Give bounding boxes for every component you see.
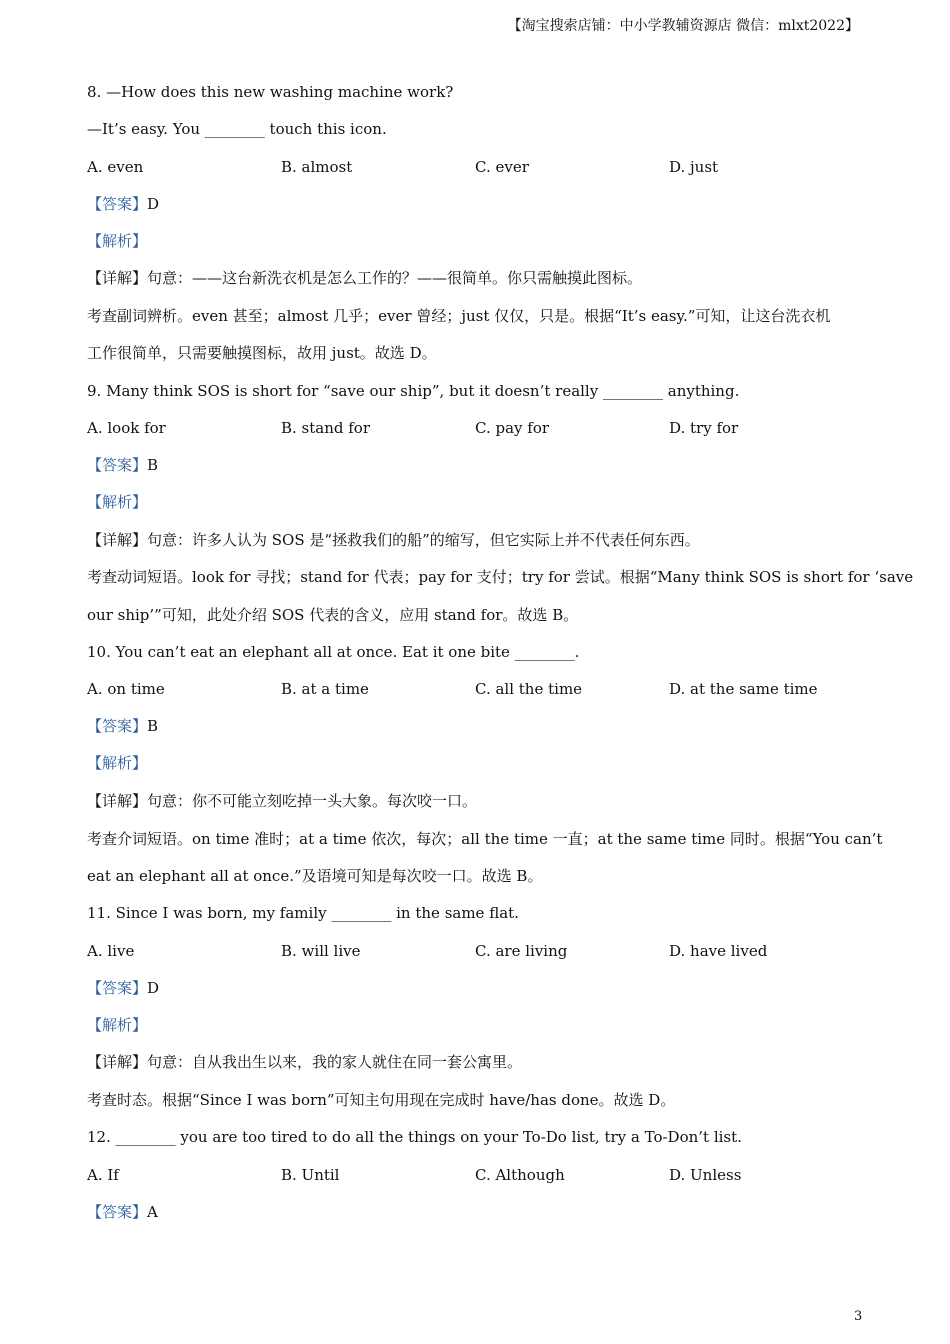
answer-label: 【答案】 — [87, 195, 148, 213]
explanation-line: 考查动词短语。look for 寻找；stand for 代表；pay for 支付；try for 尝试。根据“Many think SOS is short for ‘save — [87, 568, 914, 586]
question-stem: —It’s easy. You ________ touch this icon. — [87, 120, 387, 138]
option-c: C. ever — [475, 158, 529, 176]
option-c: C. Although — [475, 1166, 565, 1184]
answer-value: A — [147, 1203, 158, 1221]
analysis-label: 【解析】 — [87, 493, 148, 511]
answer-value: B — [147, 717, 159, 735]
detail-line — [87, 530, 700, 550]
detail-label: 【详解】 — [87, 531, 148, 549]
page-number: 3 — [854, 1309, 863, 1324]
question-stem: 8. —How does this new washing machine work? — [87, 83, 454, 101]
option-c: C. pay for — [475, 419, 550, 437]
option-a: A. look for — [87, 419, 166, 437]
detail-label: 【详解】 — [87, 269, 148, 287]
detail-label: 【详解】 — [87, 1053, 148, 1071]
detail-line — [87, 1052, 522, 1072]
answer-line — [87, 978, 159, 998]
answer-label: 【答案】 — [87, 456, 148, 474]
analysis-label: 【解析】 — [87, 754, 148, 772]
answer-line — [87, 455, 158, 475]
option-a: A. live — [87, 942, 135, 960]
option-a: A. on time — [87, 680, 165, 698]
detail-line — [87, 791, 477, 811]
detail-text: 句意：你不可能立刻吃掉一头大象。每次咬一口。 — [147, 792, 478, 810]
explanation-line: eat an elephant all at once.”及语境可知是每次咬一口。故选 B。 — [87, 867, 543, 885]
question-stem: 11. Since I was born, my family ________ in the same flat. — [87, 904, 519, 922]
explanation-line: 考查时态。根据“Since I was born”可知主句用现在完成时 have/has done。故选 D。 — [87, 1091, 676, 1109]
option-d: D. have lived — [669, 942, 768, 960]
option-d: D. at the same time — [669, 680, 818, 698]
option-a: A. If — [87, 1166, 119, 1184]
option-c: C. all the time — [475, 680, 583, 698]
option-b: B. stand for — [281, 419, 371, 437]
answer-value: D — [147, 195, 160, 213]
option-b: B. almost — [281, 158, 353, 176]
answer-value: D — [147, 979, 160, 997]
answer-line — [87, 1202, 158, 1222]
option-b: B. will live — [281, 942, 361, 960]
option-a: A. even — [87, 158, 144, 176]
answer-label: 【答案】 — [87, 717, 148, 735]
analysis-label: 【解析】 — [87, 232, 148, 250]
detail-text: 句意：——这台新洗衣机是怎么工作的？——很简单。你只需触摸此图标。 — [147, 269, 643, 287]
answer-label: 【答案】 — [87, 1203, 148, 1221]
answer-line — [87, 716, 158, 736]
option-d: D. Unless — [669, 1166, 742, 1184]
option-b: B. Until — [281, 1166, 340, 1184]
detail-text: 句意：许多人认为 SOS 是“拯救我们的船”的缩写，但它实际上并不代表任何东西。 — [147, 531, 700, 549]
answer-value: B — [147, 456, 159, 474]
detail-line — [87, 268, 642, 288]
question-stem: 10. You can’t eat an elephant all at once. Eat it one bite ________. — [87, 643, 580, 661]
question-stem: 12. ________ you are too tired to do all the things on your To-Do list, try a To-Don’t list. — [87, 1128, 742, 1146]
explanation-line: 工作很简单，只需要触摸图标，故用 just。故选 D。 — [87, 344, 437, 362]
detail-label: 【详解】 — [87, 792, 148, 810]
explanation-line: our ship’”可知，此处介绍 SOS 代表的含义，应用 stand for。故选 B。 — [87, 606, 579, 624]
option-b: B. at a time — [281, 680, 369, 698]
explanation-line: 考查副词辨析。even 甚至；almost 几乎；ever 曾经；just 仅仅，只是。根据“It’s easy.”可知，让这台洗衣机 — [87, 307, 831, 325]
answer-line — [87, 194, 159, 214]
question-stem: 9. Many think SOS is short for “save our ship”, but it doesn’t really ________ anything. — [87, 382, 740, 400]
explanation-line: 考查介词短语。on time 准时；at a time 依次，每次；all the time 一直；at the same time 同时。根据“You can’t — [87, 830, 883, 848]
analysis-label: 【解析】 — [87, 1016, 148, 1034]
detail-text: 句意：自从我出生以来，我的家人就住在同一套公寓里。 — [147, 1053, 523, 1071]
option-d: D. just — [669, 158, 719, 176]
page-header: 【淘宝搜索店铺：中小学教辅资源店 微信：mlxt2022】 — [507, 18, 859, 34]
option-d: D. try for — [669, 419, 739, 437]
answer-label: 【答案】 — [87, 979, 148, 997]
option-c: C. are living — [475, 942, 568, 960]
